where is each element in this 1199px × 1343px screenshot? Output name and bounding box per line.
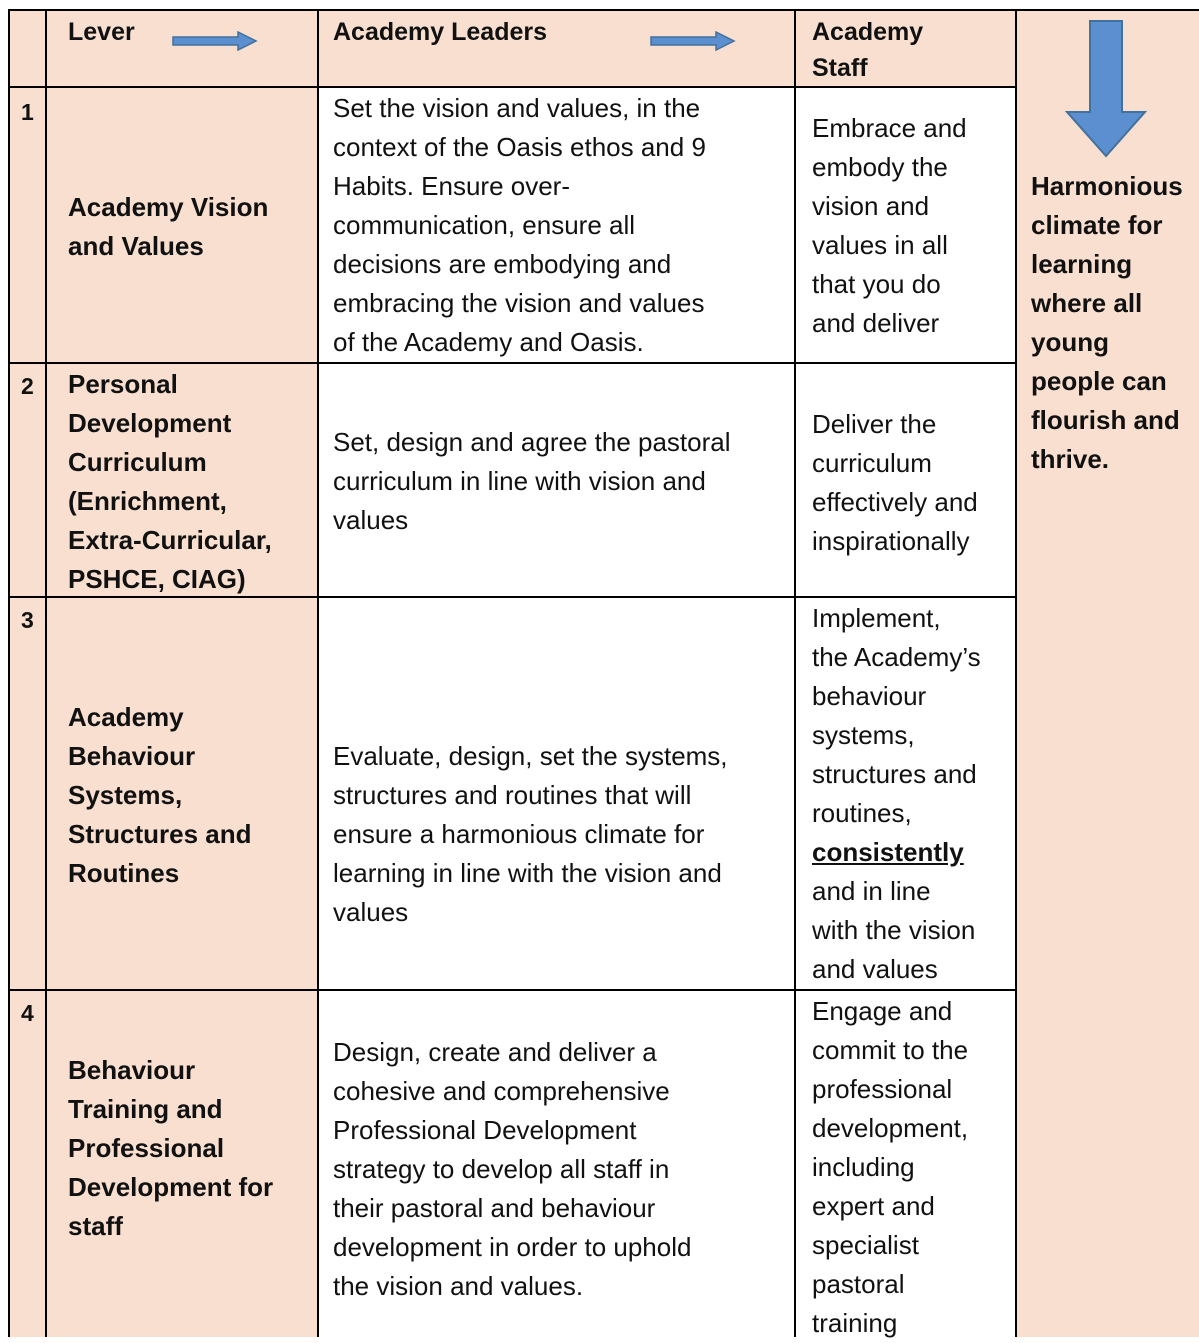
staff-line: professional: [812, 1074, 953, 1104]
outcome-line: thrive.: [1031, 444, 1110, 474]
outcome-text: [1031, 167, 1183, 479]
staff-text: [812, 599, 981, 989]
leaders-line: curriculum in line with vision and: [333, 466, 706, 496]
leaders-line: communication, ensure all: [333, 210, 636, 240]
leaders-line: strategy to develop all staff in: [333, 1154, 670, 1184]
lever-line: Curriculum: [68, 447, 207, 477]
header-lever: Lever: [68, 18, 135, 46]
outcome-line: learning: [1031, 249, 1133, 279]
leaders-line: development in order to uphold: [333, 1232, 692, 1262]
staff-line: Implement,: [812, 603, 941, 633]
outcome-line: Harmonious: [1031, 171, 1183, 201]
staff-line: and values: [812, 954, 938, 984]
leaders-line: the vision and values.: [333, 1271, 584, 1301]
staff-line: that you do: [812, 269, 941, 299]
staff-line: development,: [812, 1113, 969, 1143]
leaders-line: their pastoral and behaviour: [333, 1193, 656, 1223]
lever-title: [68, 365, 272, 599]
outcome-line: where all: [1031, 288, 1143, 318]
header-leaders: Academy Leaders: [333, 18, 548, 46]
header-staff-line1: Academy: [812, 18, 924, 46]
leaders-text: [333, 1033, 691, 1306]
leaders-line: cohesive and comprehensive: [333, 1076, 670, 1106]
leaders-text: [333, 423, 731, 540]
staff-line: behaviour: [812, 681, 927, 711]
lever-line: Academy: [68, 702, 184, 732]
lever-line: Extra-Curricular,: [68, 525, 272, 555]
staff-line: Engage and: [812, 996, 953, 1026]
border-row3: [8, 989, 1016, 991]
lever-line: Academy Vision: [68, 192, 269, 222]
outcome-line: flourish and: [1031, 405, 1180, 435]
staff-text: [812, 405, 978, 561]
staff-line: systems,: [812, 720, 915, 750]
border-staff: [1015, 9, 1017, 1337]
border-header: [8, 86, 1016, 88]
staff-line: training: [812, 1308, 898, 1338]
border-top: [8, 9, 1199, 11]
lever-line: Behaviour: [68, 741, 196, 771]
lever-title: [68, 188, 268, 266]
leaders-line: of the Academy and Oasis.: [333, 327, 644, 357]
arrow-right-icon: [172, 31, 258, 51]
staff-line: the Academy’s: [812, 642, 981, 672]
leaders-line: Design, create and deliver a: [333, 1037, 657, 1067]
leaders-line: values: [333, 897, 409, 927]
arrow-right-icon: [650, 31, 736, 51]
staff-line: with the vision: [812, 915, 976, 945]
leaders-text: [333, 737, 728, 932]
staff-line: vision and: [812, 191, 930, 221]
border-row1: [8, 362, 1016, 364]
header-staff-line2: Staff: [812, 54, 868, 82]
border-num: [45, 9, 47, 1337]
lever-line: Structures and: [68, 819, 252, 849]
staff-line: including: [812, 1152, 915, 1182]
lever-line: Professional: [68, 1133, 225, 1163]
staff-line: Deliver the: [812, 409, 937, 439]
leaders-line: Set the vision and values, in the: [333, 93, 701, 123]
lever-line: staff: [68, 1211, 123, 1241]
border-leaders: [794, 9, 796, 1337]
staff-line: routines,: [812, 798, 912, 828]
staff-line: commit to the: [812, 1035, 969, 1065]
num-column-bg: [8, 9, 46, 1337]
row-number: 2: [21, 373, 34, 399]
staff-line: Embrace and: [812, 113, 967, 143]
lever-table: [8, 9, 1199, 1337]
staff-line: embody the: [812, 152, 948, 182]
arrow-down-icon: [1065, 20, 1147, 158]
staff-line: structures and: [812, 759, 977, 789]
outcome-line: climate for: [1031, 210, 1163, 240]
staff-line: effectively and: [812, 487, 978, 517]
row-number: 1: [21, 99, 34, 125]
lever-line: Development for: [68, 1172, 274, 1202]
leaders-line: values: [333, 505, 409, 535]
staff-line: curriculum: [812, 448, 932, 478]
staff-line: pastoral: [812, 1269, 905, 1299]
leaders-line: learning in line with the vision and: [333, 858, 722, 888]
leaders-line: Professional Development: [333, 1115, 637, 1145]
border-lever: [317, 9, 319, 1337]
staff-line: inspirationally: [812, 526, 970, 556]
lever-line: PSHCE, CIAG): [68, 564, 246, 594]
leaders-line: decisions are embodying and: [333, 249, 672, 279]
row-number: 3: [21, 607, 34, 633]
staff-text: [812, 992, 968, 1343]
leaders-line: Evaluate, design, set the systems,: [333, 741, 728, 771]
leaders-line: Set, design and agree the pastoral: [333, 427, 731, 457]
lever-line: Personal: [68, 369, 178, 399]
border-left: [8, 9, 10, 1337]
outcome-line: young: [1031, 327, 1109, 357]
lever-title: [68, 1051, 273, 1246]
staff-line: and in line: [812, 876, 931, 906]
lever-line: Training and: [68, 1094, 223, 1124]
leaders-text: [333, 89, 706, 362]
staff-line: expert and: [812, 1191, 935, 1221]
leaders-line: ensure a harmonious climate for: [333, 819, 705, 849]
row-number: 4: [21, 1000, 34, 1026]
lever-line: Routines: [68, 858, 180, 888]
lever-line: Development: [68, 408, 232, 438]
outcome-line: people can: [1031, 366, 1167, 396]
header-staff: [812, 14, 923, 86]
staff-line: values in all: [812, 230, 948, 260]
staff-line-emphasis: consistently: [812, 837, 964, 867]
staff-line: specialist: [812, 1230, 919, 1260]
leaders-line: embracing the vision and values: [333, 288, 705, 318]
leaders-line: context of the Oasis ethos and 9: [333, 132, 706, 162]
lever-title: [68, 698, 252, 893]
lever-line: (Enrichment,: [68, 486, 227, 516]
lever-line: Behaviour: [68, 1055, 196, 1085]
leaders-line: Habits. Ensure over-: [333, 171, 570, 201]
lever-line: Systems,: [68, 780, 183, 810]
staff-text: [812, 109, 967, 343]
staff-line: and deliver: [812, 308, 940, 338]
lever-line: and Values: [68, 231, 204, 261]
leaders-line: structures and routines that will: [333, 780, 692, 810]
